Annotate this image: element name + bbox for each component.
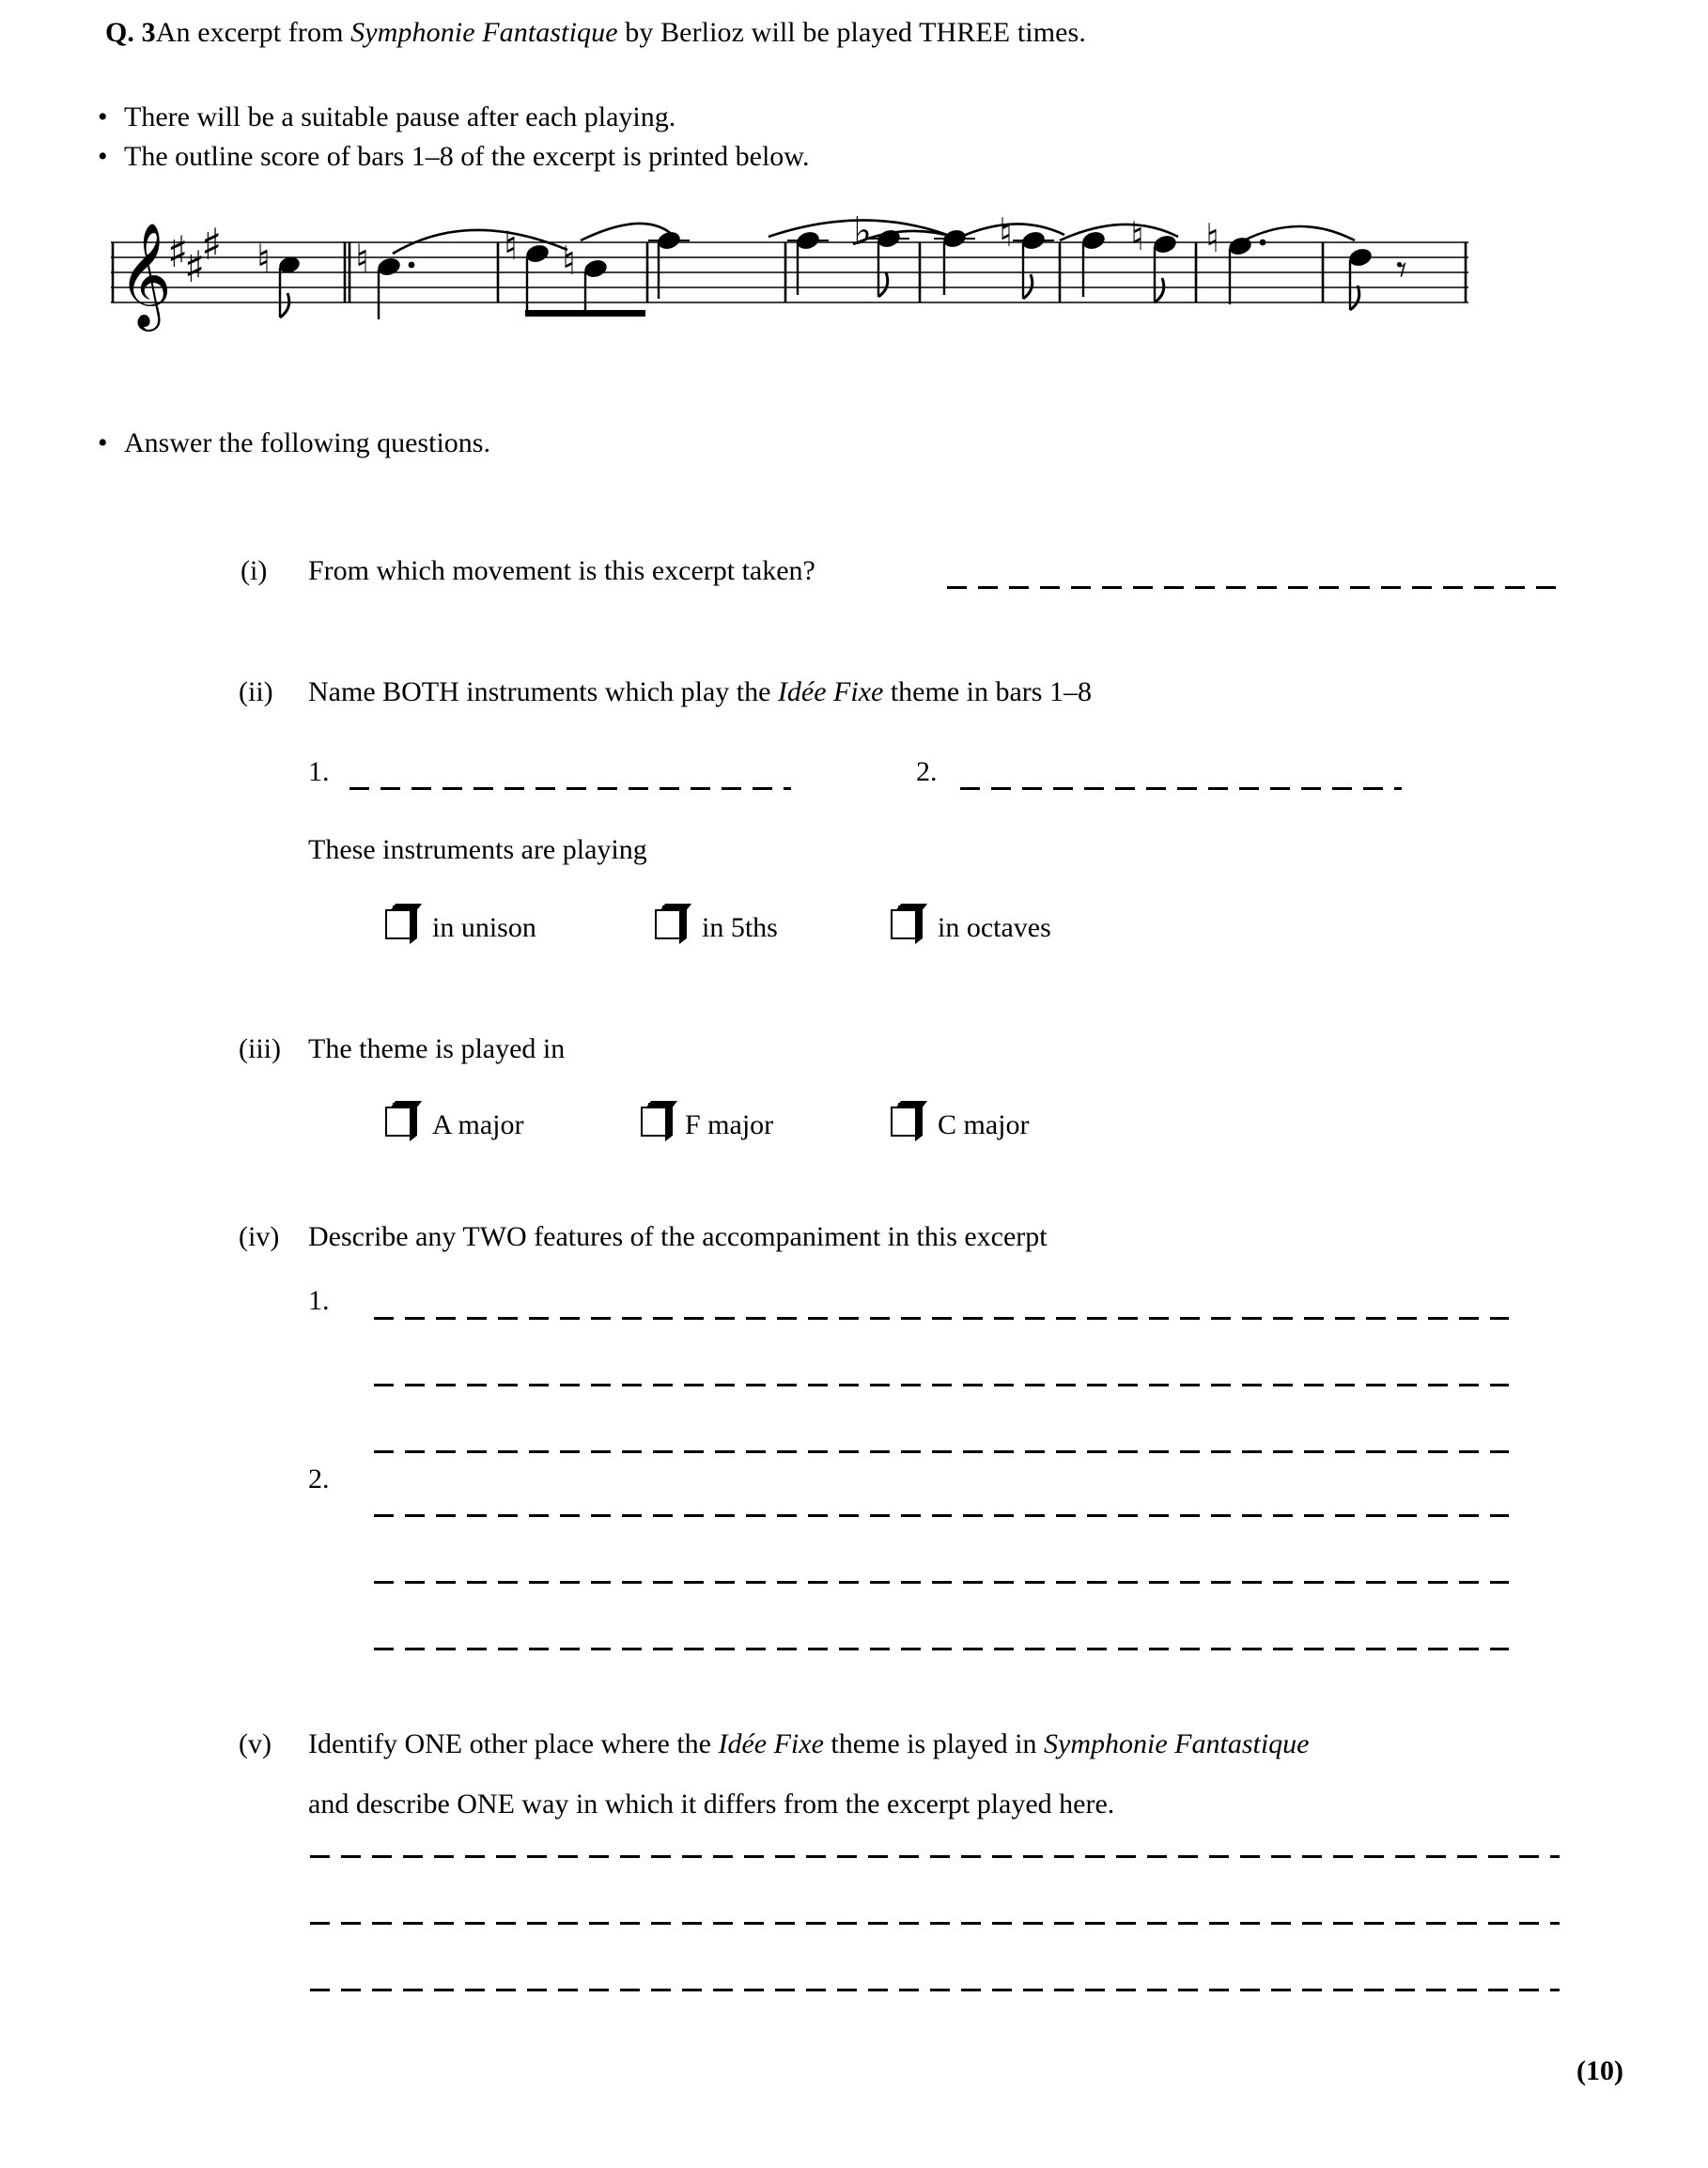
work-title-italic: Symphonie Fantastique [1044, 1728, 1310, 1759]
question-v-part2: theme is played in [823, 1728, 1045, 1759]
checkbox-label-c-major: C major [938, 1109, 1030, 1140]
checkbox-c-major[interactable] [891, 1107, 917, 1137]
svg-text:♮: ♮ [504, 223, 519, 269]
svg-text:♮: ♮ [256, 236, 272, 282]
bullet-icon: • [98, 101, 108, 132]
svg-text:♯: ♯ [184, 241, 206, 292]
answer-line-v-2[interactable] [310, 1922, 1560, 1925]
question-iv-text: Describe any TWO features of the accompaniment in this excerpt [308, 1221, 1048, 1252]
checkbox-f-major[interactable] [641, 1107, 667, 1137]
answer-line-v-3[interactable] [310, 1989, 1560, 1991]
answer-line-iv-2c[interactable] [374, 1648, 1509, 1650]
question-ii-subprompt: These instruments are playing [308, 834, 647, 865]
question-ii-text-part1: Name BOTH instruments which play the [308, 676, 778, 707]
bullet-icon: • [98, 427, 108, 458]
question-intro-part1: An excerpt from [155, 17, 351, 48]
marks-total: (10) [1576, 2055, 1623, 2086]
feature-1-label: 1. [308, 1285, 330, 1316]
svg-text:𝄞: 𝄞 [118, 222, 172, 327]
bullet-item-pause [98, 101, 675, 133]
question-i-text: From which movement is this excerpt taken? [308, 555, 815, 586]
answer-line-iv-1c[interactable] [374, 1450, 1509, 1453]
checkbox-label-f-major: F major [685, 1109, 774, 1140]
checkbox-in-unison[interactable] [385, 909, 411, 939]
svg-text:♮: ♮ [562, 238, 577, 284]
work-title: Symphonie Fantastique [350, 17, 618, 48]
svg-text:♯: ♯ [167, 226, 189, 277]
answer-line-instrument-1[interactable] [349, 787, 791, 790]
music-score [111, 216, 1468, 348]
instrument-2-label: 2. [916, 756, 938, 787]
idee-fixe-italic: Idée Fixe [718, 1728, 824, 1759]
bullet-text: Answer the following questions. [124, 427, 490, 458]
bullet-item-score [98, 141, 810, 173]
instrument-1-label: 1. [308, 756, 330, 787]
answer-line-iv-1a[interactable] [374, 1317, 1509, 1320]
svg-text:♮: ♮ [999, 216, 1014, 256]
svg-text:♮: ♮ [355, 236, 370, 282]
svg-text:♮: ♮ [1130, 216, 1145, 259]
answer-line-instrument-2[interactable] [960, 787, 1402, 790]
question-heading [105, 17, 1086, 48]
question-i-label: (i) [241, 555, 268, 586]
checkbox-in-5ths[interactable] [655, 909, 681, 939]
answer-line-iv-2a[interactable] [374, 1514, 1509, 1517]
answer-line-iv-2b[interactable] [374, 1581, 1509, 1584]
bullet-item-answer [98, 427, 490, 459]
question-iii-label: (iii) [239, 1033, 281, 1064]
question-ii-text [308, 676, 1092, 708]
question-number: Q. 3 [105, 17, 156, 48]
checkbox-a-major[interactable] [385, 1107, 411, 1137]
answer-line-v-1[interactable] [310, 1855, 1560, 1858]
svg-text:𝄾: 𝄾 [1396, 246, 1407, 294]
checkbox-label-in-5ths: in 5ths [702, 912, 778, 943]
question-v-label: (v) [239, 1728, 272, 1759]
question-iv-label: (iv) [239, 1221, 280, 1252]
svg-text:♭: ♭ [853, 216, 872, 254]
answer-line-iv-1b[interactable] [374, 1384, 1509, 1386]
bullet-text: The outline score of bars 1–8 of the excerpt is printed below. [124, 141, 810, 172]
question-v-text-line1 [308, 1728, 1309, 1760]
feature-2-label: 2. [308, 1463, 330, 1494]
checkbox-label-in-octaves: in octaves [938, 912, 1051, 943]
answer-line-i-1[interactable] [947, 586, 1565, 589]
question-intro-part2: by Berlioz will be played THREE times. [617, 17, 1086, 48]
svg-text:♮: ♮ [1205, 216, 1220, 261]
checkbox-in-octaves[interactable] [891, 909, 917, 939]
bullet-icon: • [98, 141, 108, 172]
checkbox-label-a-major: A major [432, 1109, 524, 1140]
question-v-part1: Identify ONE other place where the [308, 1728, 719, 1759]
bullet-text: There will be a suitable pause after each playing. [124, 101, 676, 132]
question-ii-text-part2: theme in bars 1–8 [883, 676, 1092, 707]
idee-fixe-italic: Idée Fixe [777, 676, 884, 707]
svg-text:♯: ♯ [201, 219, 223, 270]
question-iii-text: The theme is played in [308, 1033, 566, 1064]
question-v-text-line2: and describe ONE way in which it differs from the excerpt played here. [308, 1789, 1115, 1820]
checkbox-label-in-unison: in unison [432, 912, 536, 943]
question-ii-label: (ii) [239, 676, 273, 707]
